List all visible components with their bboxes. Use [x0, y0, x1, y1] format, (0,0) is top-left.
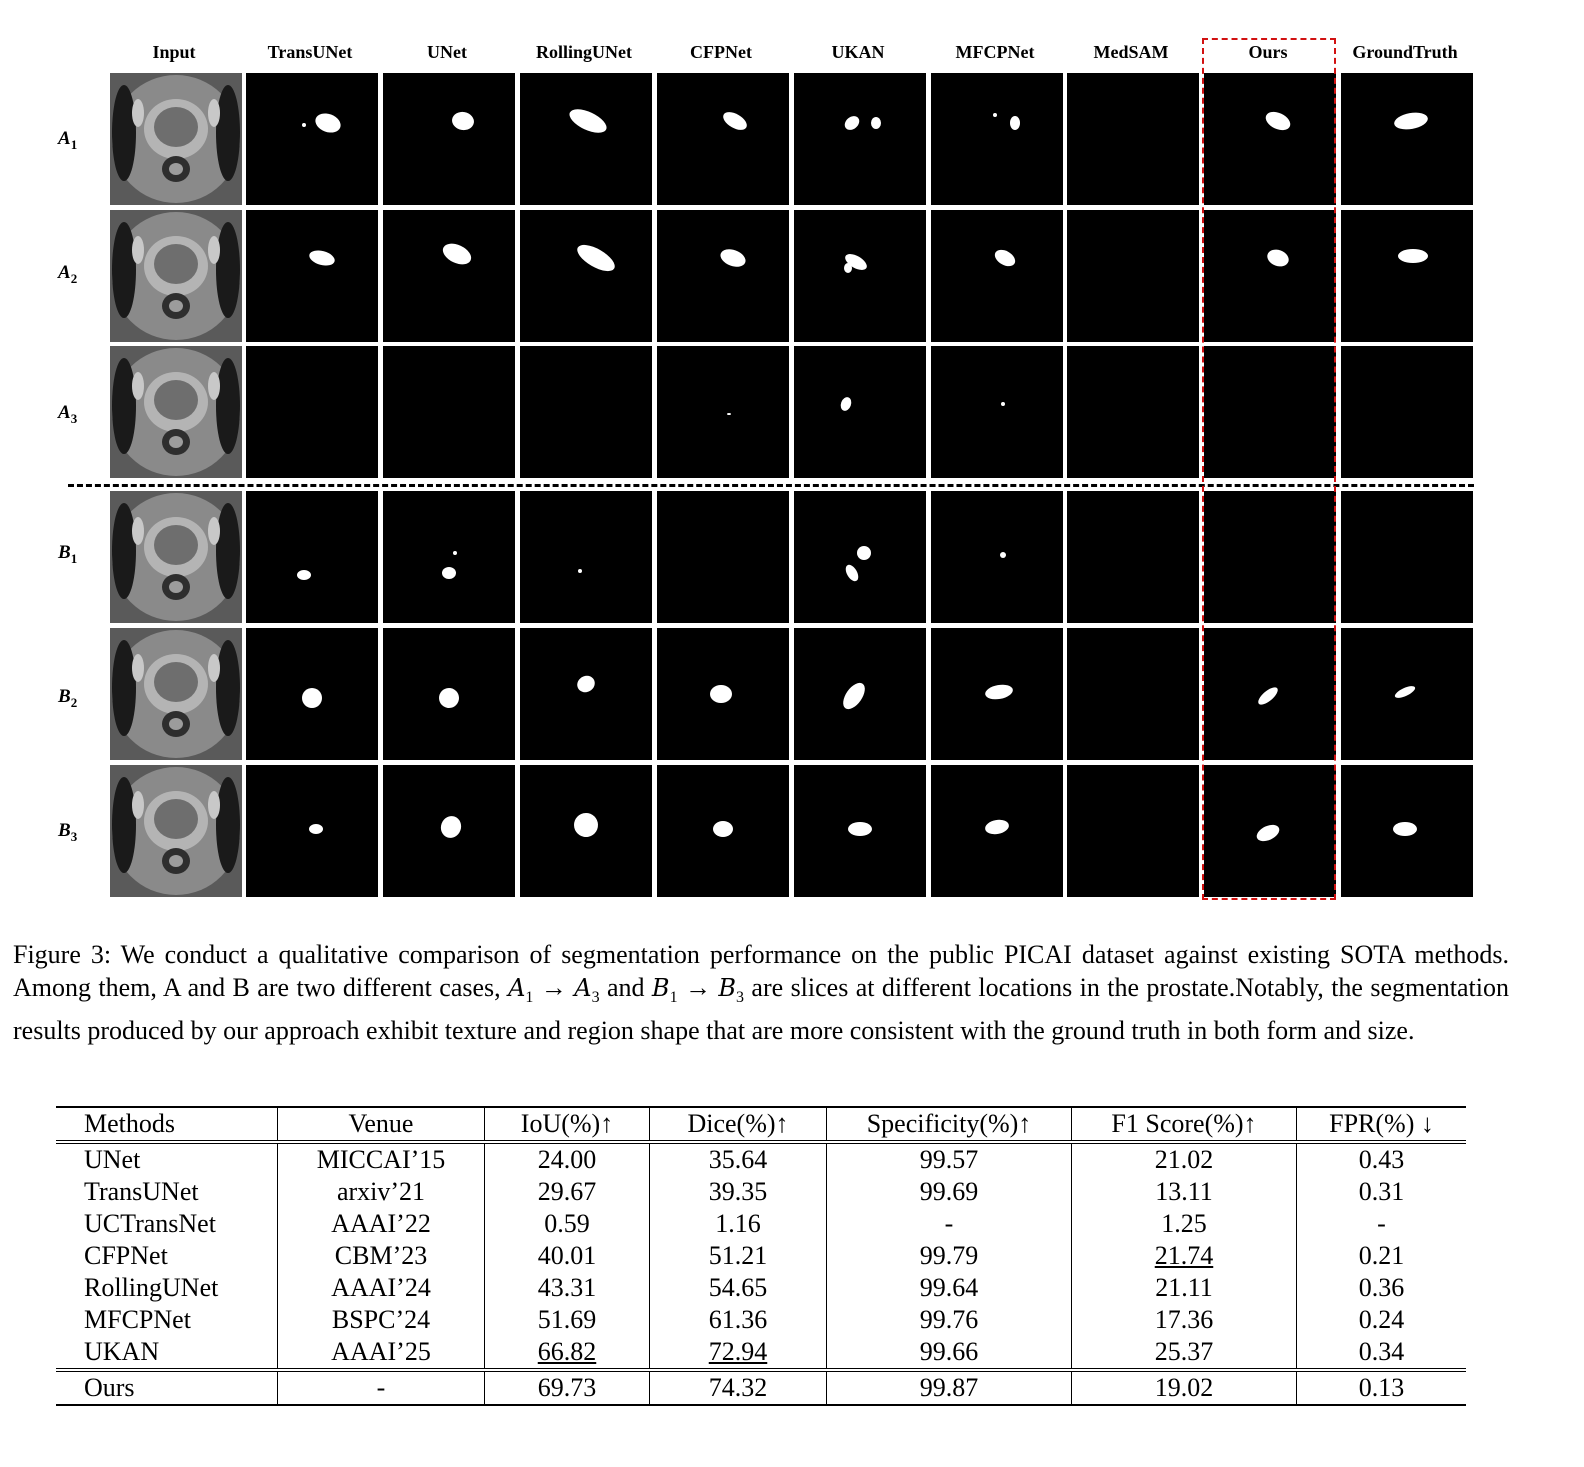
cell-venue: AAAI’24	[278, 1272, 485, 1304]
segmentation-mask-rollingunet-a1	[520, 73, 652, 205]
cell-venue: MICCAI’15	[278, 1142, 485, 1176]
cell-method: TransUNet	[84, 1177, 199, 1206]
segmentation-mask-transunet-a2	[246, 210, 378, 342]
cell-specificity: 99.76	[827, 1304, 1072, 1336]
segmentation-mask-ukan-b2	[794, 628, 926, 760]
table-row	[56, 1304, 1466, 1336]
segmentation-mask-groundtruth-b2	[1341, 628, 1473, 760]
header-iou: IoU(%)↑	[485, 1107, 650, 1142]
cell-iou: 40.01	[485, 1240, 650, 1272]
segmentation-mask-medsam-a1	[1067, 73, 1199, 205]
cell-method: UKAN	[56, 1336, 278, 1370]
cell-f1: 25.37	[1072, 1336, 1297, 1370]
results-table	[56, 1106, 1466, 1406]
cell-dice: 35.64	[650, 1142, 827, 1176]
segmentation-mask-medsam-b1	[1067, 491, 1199, 623]
segmentation-mask-medsam-b2	[1067, 628, 1199, 760]
column-header-mfcpnet: MFCPNet	[955, 42, 1035, 62]
row-label-a1: $A_1$	[58, 128, 78, 152]
cell-iou: 29.67	[485, 1176, 650, 1208]
table-row	[56, 1208, 1466, 1240]
segmentation-mask-groundtruth-a2	[1341, 210, 1473, 342]
cell-venue: -	[278, 1370, 485, 1405]
cell-method: UNet	[84, 1145, 141, 1174]
table-row	[56, 1142, 1466, 1176]
segmentation-mask-cfpnet-b1	[657, 491, 789, 623]
column-header-medsam: MedSAM	[1093, 42, 1169, 62]
cell-f1: 13.11	[1072, 1176, 1297, 1208]
header-specificity: Specificity(%)↑	[827, 1107, 1072, 1142]
cell-venue: AAAI’22	[278, 1208, 485, 1240]
header-f1: F1 Score(%)↑	[1072, 1107, 1297, 1142]
cell-f1: 17.36	[1072, 1304, 1297, 1336]
mri-input-image-b3	[110, 765, 242, 897]
segmentation-mask-cfpnet-a3	[657, 346, 789, 478]
segmentation-mask-unet-a2	[383, 210, 515, 342]
segmentation-mask-ukan-b1	[794, 491, 926, 623]
segmentation-mask-rollingunet-a2	[520, 210, 652, 342]
header-dice: Dice(%)↑	[650, 1107, 827, 1142]
segmentation-mask-mfcpnet-b1	[931, 491, 1063, 623]
segmentation-mask-groundtruth-b3	[1341, 765, 1473, 897]
ours-highlight-box	[1202, 38, 1336, 900]
header-fpr: FPR(%) ↓	[1297, 1107, 1467, 1142]
cell-dice: 1.16	[650, 1208, 827, 1240]
row-label-b1: $B_1$	[58, 542, 78, 566]
row-label-a3: $A_3$	[58, 402, 78, 426]
segmentation-mask-groundtruth-b1	[1341, 491, 1473, 623]
cell-fpr: 0.24	[1297, 1304, 1467, 1336]
cell-venue: AAAI’25	[278, 1336, 485, 1370]
cell-dice: 51.21	[650, 1240, 827, 1272]
segmentation-mask-unet-a1	[383, 73, 515, 205]
segmentation-mask-rollingunet-a3	[520, 346, 652, 478]
segmentation-mask-cfpnet-b2	[657, 628, 789, 760]
cell-specificity: 99.66	[827, 1336, 1072, 1370]
cell-dice: 39.35	[650, 1176, 827, 1208]
segmentation-mask-cfpnet-a1	[657, 73, 789, 205]
cell-iou: 66.82	[485, 1336, 650, 1370]
table-header-row	[56, 1107, 1466, 1142]
segmentation-mask-rollingunet-b1	[520, 491, 652, 623]
row-label-b2: $B_2$	[58, 686, 78, 710]
cell-iou: 51.69	[485, 1304, 650, 1336]
row-label-b3: $B_3$	[58, 820, 78, 844]
mri-input-image-a2	[110, 210, 242, 342]
segmentation-mask-cfpnet-b3	[657, 765, 789, 897]
cell-method: Ours	[56, 1370, 278, 1405]
column-header-cfpnet: CFPNet	[690, 42, 752, 62]
table-row	[56, 1336, 1466, 1370]
cell-specificity: 99.64	[827, 1272, 1072, 1304]
mri-input-image-a1	[110, 73, 242, 205]
segmentation-mask-medsam-b3	[1067, 765, 1199, 897]
row-label-a2: $A_2$	[58, 262, 78, 286]
table-row	[56, 1240, 1466, 1272]
cell-f1: 21.74	[1072, 1240, 1297, 1272]
cell-specificity: 99.57	[827, 1142, 1072, 1176]
segmentation-mask-transunet-b3	[246, 765, 378, 897]
header-methods: Methods	[56, 1107, 278, 1142]
mri-input-image-a3	[110, 346, 242, 478]
segmentation-mask-mfcpnet-a1	[931, 73, 1063, 205]
segmentation-mask-transunet-a3	[246, 346, 378, 478]
cell-specificity: -	[827, 1208, 1072, 1240]
cell-dice: 54.65	[650, 1272, 827, 1304]
cell-f1: 21.11	[1072, 1272, 1297, 1304]
cell-fpr: 0.34	[1297, 1336, 1467, 1370]
segmentation-mask-ukan-b3	[794, 765, 926, 897]
cell-f1: 21.02	[1072, 1142, 1297, 1176]
segmentation-mask-unet-a3	[383, 346, 515, 478]
cell-method: MFCPNet	[84, 1305, 191, 1334]
header-venue: Venue	[278, 1107, 485, 1142]
segmentation-mask-ukan-a2	[794, 210, 926, 342]
mri-input-image-b1	[110, 491, 242, 623]
cell-fpr: 0.43	[1297, 1142, 1467, 1176]
segmentation-mask-rollingunet-b3	[520, 765, 652, 897]
cell-f1: 19.02	[1072, 1370, 1297, 1405]
column-header-ukan: UKAN	[831, 42, 885, 62]
cell-fpr: 0.31	[1297, 1176, 1467, 1208]
cell-venue: CBM’23	[278, 1240, 485, 1272]
segmentation-mask-groundtruth-a3	[1341, 346, 1473, 478]
cell-iou: 43.31	[485, 1272, 650, 1304]
column-header-transunet: TransUNet	[267, 42, 353, 62]
cell-fpr: 0.21	[1297, 1240, 1467, 1272]
segmentation-mask-transunet-a1	[246, 73, 378, 205]
column-header-unet: UNet	[427, 42, 467, 62]
table-row	[56, 1176, 1466, 1208]
cell-specificity: 99.69	[827, 1176, 1072, 1208]
segmentation-mask-mfcpnet-b2	[931, 628, 1063, 760]
segmentation-mask-mfcpnet-b3	[931, 765, 1063, 897]
segmentation-mask-unet-b3	[383, 765, 515, 897]
column-header-rollingunet: RollingUNet	[536, 42, 632, 62]
cell-fpr: -	[1297, 1208, 1467, 1240]
figure-caption: Figure 3: We conduct a qualitative comparison of segmentation performance on the public PICAI dataset against existing SOTA methods. Among them, A and B are two different cases, $A_1 \to A_3$ and $B_1 \to B_3$ are slices at different locations in the prostate.Notably, the segmentation results produced by our approach exhibit texture and region shape that are more consistent with the ground truth in both form and size.	[13, 940, 1510, 1046]
cell-venue: BSPC’24	[278, 1304, 485, 1336]
segmentation-mask-cfpnet-a2	[657, 210, 789, 342]
cell-dice: 74.32	[650, 1370, 827, 1405]
segmentation-mask-groundtruth-a1	[1341, 73, 1473, 205]
cell-method: UCTransNet	[84, 1209, 216, 1238]
cell-specificity: 99.79	[827, 1240, 1072, 1272]
cell-iou: 0.59	[485, 1208, 650, 1240]
column-header-ours: Ours	[1248, 42, 1288, 62]
segmentation-mask-unet-b1	[383, 491, 515, 623]
segmentation-mask-mfcpnet-a3	[931, 346, 1063, 478]
segmentation-mask-ukan-a3	[794, 346, 926, 478]
cell-venue: arxiv’21	[278, 1176, 485, 1208]
cell-method: RollingUNet	[84, 1273, 219, 1302]
cell-iou: 69.73	[485, 1370, 650, 1405]
cell-method: CFPNet	[84, 1241, 168, 1270]
segmentation-mask-medsam-a3	[1067, 346, 1199, 478]
cell-specificity: 99.87	[827, 1370, 1072, 1405]
segmentation-mask-transunet-b2	[246, 628, 378, 760]
segmentation-mask-unet-b2	[383, 628, 515, 760]
cell-f1: 1.25	[1072, 1208, 1297, 1240]
column-header-groundtruth: GroundTruth	[1352, 42, 1458, 62]
column-header-input: Input	[152, 42, 196, 62]
cell-iou: 24.00	[485, 1142, 650, 1176]
segmentation-mask-ukan-a1	[794, 73, 926, 205]
cell-fpr: 0.36	[1297, 1272, 1467, 1304]
segmentation-mask-mfcpnet-a2	[931, 210, 1063, 342]
segmentation-mask-transunet-b1	[246, 491, 378, 623]
segmentation-mask-rollingunet-b2	[520, 628, 652, 760]
table-row	[56, 1272, 1466, 1304]
segmentation-mask-medsam-a2	[1067, 210, 1199, 342]
cell-fpr: 0.13	[1297, 1370, 1467, 1405]
cell-dice: 61.36	[650, 1304, 827, 1336]
cell-dice: 72.94	[650, 1336, 827, 1370]
table-row-ours	[56, 1370, 1466, 1405]
mri-input-image-b2	[110, 628, 242, 760]
